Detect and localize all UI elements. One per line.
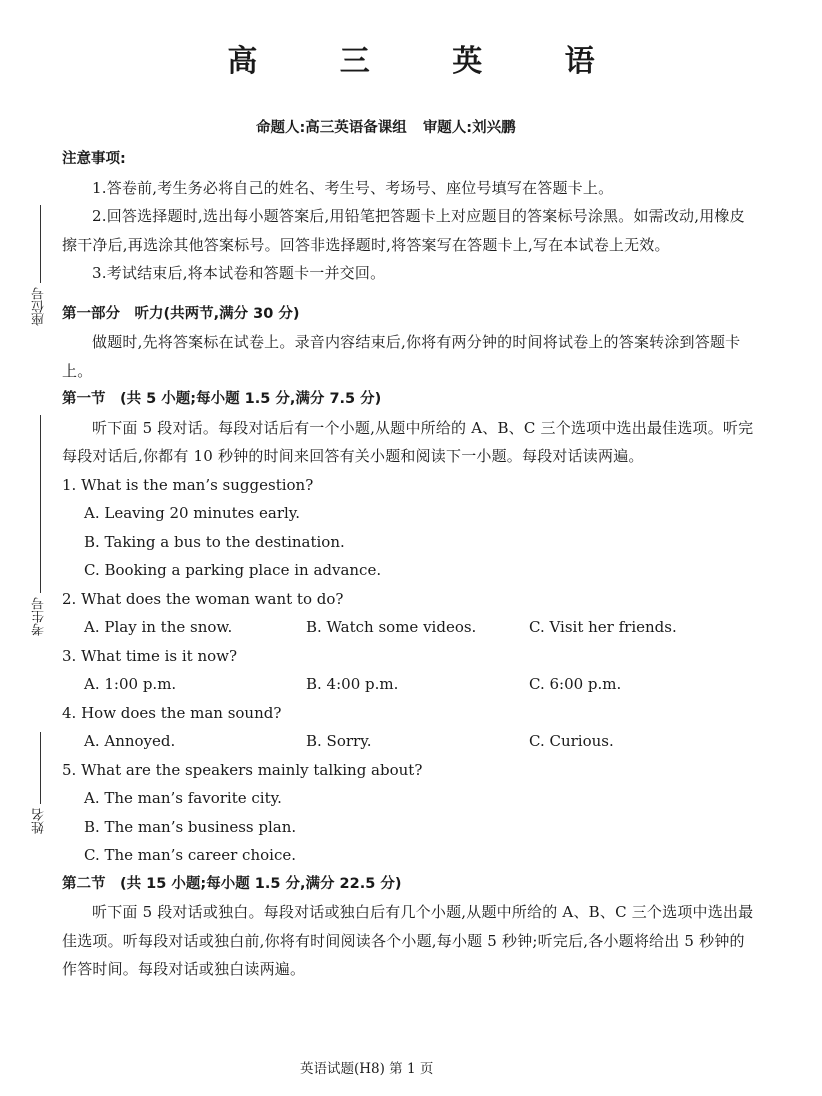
question-option: A. Leaving 20 minutes early.: [84, 504, 301, 522]
question-option: C. Curious.: [529, 732, 614, 750]
name-underline: [40, 732, 41, 804]
exam-no-underline: [40, 415, 41, 593]
question-options-row: [62, 613, 756, 642]
question-option: C. 6:00 p.m.: [529, 675, 622, 693]
question-stem: 5. What are the speakers mainly talking about?: [62, 760, 423, 779]
question-option: A. 1:00 p.m.: [84, 675, 177, 693]
seat-underline: [40, 205, 41, 283]
question-stem: 3. What time is it now?: [62, 646, 238, 665]
setter: 命题人:高三英语备课组: [256, 120, 407, 136]
main-content: [62, 145, 756, 984]
question-option: C. The man’s career choice.: [84, 846, 296, 864]
margin-seat-field: [18, 205, 48, 335]
seat-label: 座位号: [32, 287, 47, 326]
page-footer: 英语试题(H8) 第 1 页: [300, 1061, 434, 1077]
question-stem: 2. What does the woman want to do?: [62, 589, 344, 608]
question-option: C. Booking a parking place in advance.: [84, 561, 382, 579]
section1-heading: 第一节 (共 5 小题;每小题 1.5 分,满分 7.5 分): [62, 391, 382, 407]
notice-item: 3.考试结束后,将本试卷和答题卡一并交回。: [92, 264, 386, 282]
question-options-row: [62, 670, 756, 699]
question-option: A. Annoyed.: [84, 732, 176, 750]
question-option: B. The man’s business plan.: [84, 817, 297, 836]
question-stem: 1. What is the man’s suggestion?: [62, 475, 314, 494]
question-option: B. Taking a bus to the destination.: [84, 532, 345, 551]
authors-line: [256, 116, 516, 137]
margin-exam-no-field: [18, 415, 48, 645]
question-option: B. Watch some videos.: [306, 618, 477, 636]
part1-instruction: 做题时,先将答案标在试卷上。录音内容结束后,你将有两分钟的时间将试卷上的答案转涂到答题卡上。: [62, 333, 741, 380]
section2-instruction: 听下面 5 段对话或独白。每段对话或独白后有几个小题,从题中所给的 A、B、C 三个选项中选出最佳选项。听每段对话或独白前,你将有时间阅读各个小题,每小题 5 秒钟;听完后,各小题将给出 5 秒钟的作答时间。每段对话或独白读两遍。: [62, 903, 754, 978]
section2-heading: 第二节 (共 15 小题;每小题 1.5 分,满分 22.5 分): [62, 875, 402, 892]
question-option: A. Play in the snow.: [84, 618, 233, 636]
question-option: B. Sorry.: [306, 732, 372, 750]
notice-heading: 注意事项:: [62, 151, 126, 167]
page-title: 高 三 英 语: [227, 44, 631, 79]
notice-item: 1.答卷前,考生务必将自己的姓名、考生号、考场号、座位号填写在答题卡上。: [92, 178, 614, 197]
section1-instruction: 听下面 5 段对话。每段对话后有一个小题,从题中所给的 A、B、C 三个选项中选出最佳选项。听完每段对话后,你都有 10 秒钟的时间来回答有关小题和阅读下一小题。每段对话读两遍。: [62, 418, 754, 465]
question-option: C. Visit her friends.: [529, 618, 677, 636]
question-stem: 4. How does the man sound?: [62, 703, 282, 722]
question-options-row: [62, 727, 756, 756]
name-label: 姓名: [32, 808, 47, 834]
question-option: A. The man’s favorite city.: [84, 789, 282, 807]
exam-no-label: 考生号: [32, 597, 47, 636]
reviewer: 审题人:刘兴鹏: [422, 120, 516, 136]
part1-heading: 第一部分 听力(共两节,满分 30 分): [62, 305, 300, 322]
notice-item: 2.回答选择题时,选出每小题答案后,用铅笔把答题卡上对应题目的答案标号涂黑。如需改动,用橡皮擦干净后,再选涂其他答案标号。回答非选择题时,将答案写在答题卡上,写在本试卷上无效。: [62, 207, 745, 254]
question-option: B. 4:00 p.m.: [306, 675, 399, 693]
margin-name-field: [18, 732, 48, 842]
